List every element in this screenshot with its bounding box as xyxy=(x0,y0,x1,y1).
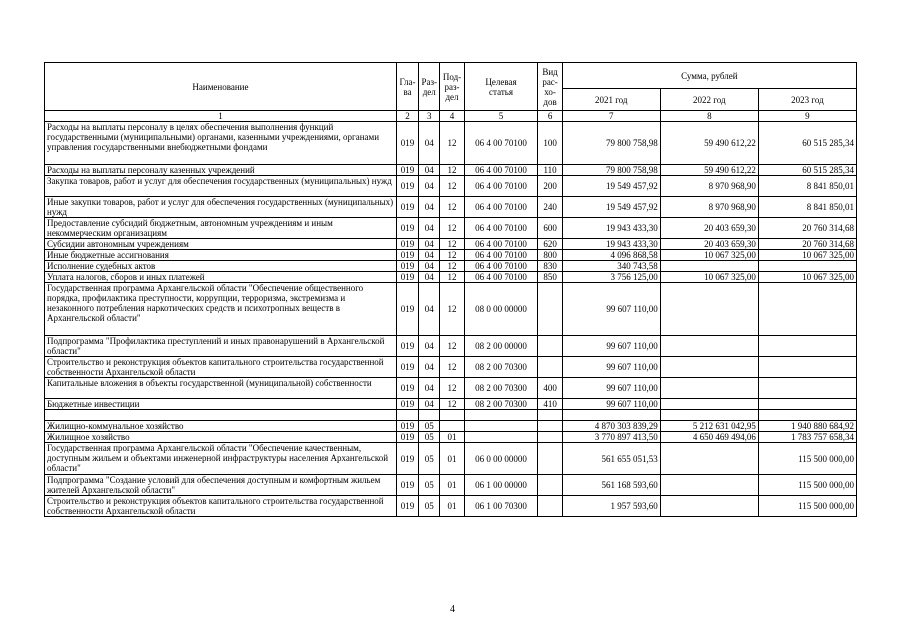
row-razdel: 04 xyxy=(419,272,440,283)
row-target xyxy=(464,421,538,432)
row-sum-2023 xyxy=(758,261,856,272)
row-name: Строительство и реконструкция объектов капитального строительства государственной собственности Архангельской области xyxy=(45,496,397,517)
row-sum-2022: 8 970 968,90 xyxy=(660,176,758,197)
row-sum-2021: 19 943 433,30 xyxy=(562,218,660,239)
row-target: 06 4 00 70100 xyxy=(464,250,538,261)
table-row xyxy=(45,357,857,378)
row-name: Расходы на выплаты персоналу в целях обеспечения выполнения функций государственными (муниципальными) органами, казенными учреждениями, органами управления государственными внебюджетными фондами xyxy=(45,122,397,165)
col-number: 7 xyxy=(562,111,660,122)
row-podrazdel: 12 xyxy=(440,176,464,197)
table-row xyxy=(45,261,857,272)
row-razdel: 04 xyxy=(419,336,440,357)
row-vid xyxy=(538,432,562,443)
row-podrazdel: 01 xyxy=(440,475,464,496)
row-sum-2023: 10 067 325,00 xyxy=(758,272,856,283)
row-razdel: 04 xyxy=(419,250,440,261)
row-glava: 019 xyxy=(396,176,418,197)
row-target: 06 4 00 70100 xyxy=(464,261,538,272)
row-sum-2021: 1 957 593,60 xyxy=(562,496,660,517)
row-razdel: 05 xyxy=(419,421,440,432)
row-sum-2022 xyxy=(660,283,758,336)
row-target: 06 4 00 70100 xyxy=(464,272,538,283)
row-razdel: 05 xyxy=(419,443,440,475)
row-sum-2023: 8 841 850,01 xyxy=(758,176,856,197)
header-glava: Гла- ва xyxy=(396,63,418,111)
row-razdel: 05 xyxy=(419,432,440,443)
row-target: 06 4 00 70100 xyxy=(464,176,538,197)
row-glava: 019 xyxy=(396,261,418,272)
row-target: 06 4 00 70100 xyxy=(464,197,538,218)
row-sum-2023 xyxy=(758,357,856,378)
row-sum-2021: 99 607 110,00 xyxy=(562,378,660,399)
row-podrazdel: 12 xyxy=(440,239,464,250)
row-vid xyxy=(538,421,562,432)
row-podrazdel: 01 xyxy=(440,443,464,475)
row-sum-2022: 10 067 325,00 xyxy=(660,272,758,283)
row-razdel: 04 xyxy=(419,239,440,250)
row-sum-2023: 1 783 757 658,34 xyxy=(758,432,856,443)
row-razdel: 04 xyxy=(419,283,440,336)
row-sum-2022: 5 212 631 042,95 xyxy=(660,421,758,432)
row-sum-2021: 3 756 125,00 xyxy=(562,272,660,283)
row-razdel: 04 xyxy=(419,122,440,165)
row-razdel: 05 xyxy=(419,496,440,517)
row-sum-2021: 99 607 110,00 xyxy=(562,283,660,336)
row-razdel: 04 xyxy=(419,378,440,399)
header-target: Целевая статья xyxy=(464,63,538,111)
row-sum-2022: 59 490 612,22 xyxy=(660,165,758,176)
table-body xyxy=(45,122,857,517)
row-sum-2023 xyxy=(758,399,856,410)
row-sum-2022 xyxy=(660,443,758,475)
row-name: Подпрограмма "Профилактика преступлений и иных правонарушений в Архангельской области" xyxy=(45,336,397,357)
row-name: Жилищно-коммунальное хозяйство xyxy=(45,421,397,432)
row-vid: 830 xyxy=(538,261,562,272)
row-vid: 100 xyxy=(538,122,562,165)
row-glava: 019 xyxy=(396,239,418,250)
row-vid: 850 xyxy=(538,272,562,283)
row-vid: 600 xyxy=(538,218,562,239)
row-glava: 019 xyxy=(396,336,418,357)
header-razdel: Раз- дел xyxy=(419,63,440,111)
row-podrazdel: 12 xyxy=(440,218,464,239)
row-podrazdel: 12 xyxy=(440,122,464,165)
row-sum-2023 xyxy=(758,283,856,336)
row-target: 06 1 00 00000 xyxy=(464,475,538,496)
row-vid xyxy=(538,283,562,336)
row-sum-2021: 3 770 897 413,50 xyxy=(562,432,660,443)
table-row xyxy=(45,272,857,283)
row-podrazdel: 12 xyxy=(440,283,464,336)
table-row xyxy=(45,378,857,399)
row-name: Исполнение судебных актов xyxy=(45,261,397,272)
row-podrazdel: 12 xyxy=(440,250,464,261)
table-row xyxy=(45,218,857,239)
row-vid xyxy=(538,336,562,357)
row-sum-2023 xyxy=(758,336,856,357)
row-sum-2021: 99 607 110,00 xyxy=(562,357,660,378)
row-sum-2021: 19 549 457,92 xyxy=(562,176,660,197)
row-sum-2021: 99 607 110,00 xyxy=(562,399,660,410)
row-sum-2022: 8 970 968,90 xyxy=(660,197,758,218)
row-razdel: 04 xyxy=(419,357,440,378)
row-target: 08 2 00 70300 xyxy=(464,378,538,399)
row-sum-2023: 115 500 000,00 xyxy=(758,496,856,517)
row-sum-2021 xyxy=(562,410,660,421)
row-sum-2022 xyxy=(660,378,758,399)
row-glava: 019 xyxy=(396,475,418,496)
row-glava: 019 xyxy=(396,250,418,261)
row-target: 06 1 00 70300 xyxy=(464,496,538,517)
row-glava: 019 xyxy=(396,272,418,283)
row-name: Строительство и реконструкция объектов капитального строительства государственной собственности Архангельской области xyxy=(45,357,397,378)
row-sum-2023: 60 515 285,34 xyxy=(758,165,856,176)
row-glava: 019 xyxy=(396,357,418,378)
row-razdel xyxy=(419,410,440,421)
row-glava: 019 xyxy=(396,122,418,165)
table-row xyxy=(45,239,857,250)
header-podrazdel: Под- раз- дел xyxy=(440,63,464,111)
row-sum-2021: 19 943 433,30 xyxy=(562,239,660,250)
table-row xyxy=(45,165,857,176)
row-sum-2022 xyxy=(660,410,758,421)
col-number: 1 xyxy=(45,111,397,122)
row-glava: 019 xyxy=(396,165,418,176)
row-sum-2023 xyxy=(758,410,856,421)
header-name: Наименование xyxy=(45,63,397,111)
row-sum-2023: 115 500 000,00 xyxy=(758,443,856,475)
col-number: 2 xyxy=(396,111,418,122)
row-glava xyxy=(396,410,418,421)
row-razdel: 05 xyxy=(419,475,440,496)
budget-table xyxy=(44,62,857,517)
row-razdel: 04 xyxy=(419,165,440,176)
row-name: Государственная программа Архангельской области "Обеспечение общественного порядка, профилактика преступности, коррупции, терроризма, экстремизма и незаконного потребления наркотических средств и психотропных веществ в Архангельской области" xyxy=(45,283,397,336)
row-razdel: 04 xyxy=(419,176,440,197)
row-sum-2021: 4 870 303 839,29 xyxy=(562,421,660,432)
row-podrazdel: 12 xyxy=(440,336,464,357)
row-glava: 019 xyxy=(396,399,418,410)
row-podrazdel: 12 xyxy=(440,357,464,378)
row-glava: 019 xyxy=(396,283,418,336)
col-number: 8 xyxy=(660,111,758,122)
row-vid xyxy=(538,496,562,517)
table-row xyxy=(45,122,857,165)
row-podrazdel: 12 xyxy=(440,261,464,272)
row-glava: 019 xyxy=(396,197,418,218)
row-target: 08 2 00 70300 xyxy=(464,357,538,378)
row-name: Закупка товаров, работ и услуг для обеспечения государственных (муниципальных) нужд xyxy=(45,176,397,197)
header-year-2022: 2022 год xyxy=(660,89,758,111)
row-target xyxy=(464,410,538,421)
row-vid: 400 xyxy=(538,378,562,399)
row-target xyxy=(464,432,538,443)
row-sum-2023: 20 760 314,68 xyxy=(758,218,856,239)
row-sum-2021: 340 743,58 xyxy=(562,261,660,272)
row-name xyxy=(45,410,397,421)
row-glava: 019 xyxy=(396,496,418,517)
row-target: 08 2 00 70300 xyxy=(464,399,538,410)
header-year-2021: 2021 год xyxy=(562,89,660,111)
row-sum-2023 xyxy=(758,378,856,399)
row-target: 06 4 00 70100 xyxy=(464,122,538,165)
row-sum-2023: 8 841 850,01 xyxy=(758,197,856,218)
row-sum-2023: 10 067 325,00 xyxy=(758,250,856,261)
row-podrazdel: 12 xyxy=(440,165,464,176)
row-sum-2022: 10 067 325,00 xyxy=(660,250,758,261)
table-row xyxy=(45,283,857,336)
row-vid xyxy=(538,443,562,475)
row-podrazdel xyxy=(440,410,464,421)
row-sum-2022 xyxy=(660,475,758,496)
row-sum-2022: 20 403 659,30 xyxy=(660,239,758,250)
row-vid: 200 xyxy=(538,176,562,197)
col-number: 9 xyxy=(758,111,856,122)
table-row xyxy=(45,432,857,443)
header-year-2023: 2023 год xyxy=(758,89,856,111)
row-sum-2021: 561 168 593,60 xyxy=(562,475,660,496)
table-row xyxy=(45,475,857,496)
page-number: 4 xyxy=(450,604,455,615)
row-sum-2021: 79 800 758,98 xyxy=(562,165,660,176)
row-target: 08 2 00 00000 xyxy=(464,336,538,357)
row-sum-2021: 4 096 868,58 xyxy=(562,250,660,261)
row-sum-2021: 79 800 758,98 xyxy=(562,122,660,165)
row-sum-2023: 60 515 285,34 xyxy=(758,122,856,165)
col-number: 6 xyxy=(538,111,562,122)
row-podrazdel: 01 xyxy=(440,432,464,443)
row-name: Подпрограмма "Создание условий для обеспечения доступным и комфортным жильем жителей Архангельской области" xyxy=(45,475,397,496)
row-vid: 110 xyxy=(538,165,562,176)
row-target: 06 0 00 00000 xyxy=(464,443,538,475)
row-sum-2022: 59 490 612,22 xyxy=(660,122,758,165)
row-glava: 019 xyxy=(396,218,418,239)
row-sum-2022 xyxy=(660,261,758,272)
row-name: Иные бюджетные ассигнования xyxy=(45,250,397,261)
row-sum-2021: 19 549 457,92 xyxy=(562,197,660,218)
col-number: 5 xyxy=(464,111,538,122)
row-name: Предоставление субсидий бюджетным, автономным учреждениям и иным некоммерческим организациям xyxy=(45,218,397,239)
row-podrazdel: 12 xyxy=(440,197,464,218)
table-row xyxy=(45,197,857,218)
row-sum-2021: 561 655 051,53 xyxy=(562,443,660,475)
row-razdel: 04 xyxy=(419,197,440,218)
row-vid: 800 xyxy=(538,250,562,261)
col-number: 3 xyxy=(419,111,440,122)
column-number-row xyxy=(45,111,857,122)
row-sum-2022 xyxy=(660,399,758,410)
row-name: Иные закупки товаров, работ и услуг для обеспечения государственных (муниципальных) нужд xyxy=(45,197,397,218)
row-name: Субсидии автономным учреждениям xyxy=(45,239,397,250)
table-row xyxy=(45,410,857,421)
row-vid: 410 xyxy=(538,399,562,410)
row-sum-2022 xyxy=(660,357,758,378)
header-sum: Сумма, рублей xyxy=(562,63,856,89)
row-sum-2023: 115 500 000,00 xyxy=(758,475,856,496)
row-sum-2022: 4 650 469 494,06 xyxy=(660,432,758,443)
row-podrazdel: 12 xyxy=(440,378,464,399)
row-target: 06 4 00 70100 xyxy=(464,239,538,250)
row-sum-2022 xyxy=(660,496,758,517)
row-glava: 019 xyxy=(396,443,418,475)
table-row xyxy=(45,421,857,432)
row-podrazdel: 12 xyxy=(440,272,464,283)
row-razdel: 04 xyxy=(419,218,440,239)
row-sum-2023: 1 940 880 684,92 xyxy=(758,421,856,432)
row-sum-2021: 99 607 110,00 xyxy=(562,336,660,357)
row-sum-2022: 20 403 659,30 xyxy=(660,218,758,239)
row-razdel: 04 xyxy=(419,261,440,272)
row-name: Расходы на выплаты персоналу казенных учреждений xyxy=(45,165,397,176)
table-row xyxy=(45,443,857,475)
row-name: Бюджетные инвестиции xyxy=(45,399,397,410)
row-sum-2022 xyxy=(660,336,758,357)
table-row xyxy=(45,399,857,410)
row-name: Жилищное хозяйство xyxy=(45,432,397,443)
table-row xyxy=(45,250,857,261)
row-podrazdel xyxy=(440,421,464,432)
row-podrazdel: 01 xyxy=(440,496,464,517)
table-header xyxy=(45,63,857,122)
header-vid: Вид рас- хо- дов xyxy=(538,63,562,111)
row-sum-2023: 20 760 314,68 xyxy=(758,239,856,250)
col-number: 4 xyxy=(440,111,464,122)
row-target: 06 4 00 70100 xyxy=(464,218,538,239)
row-podrazdel: 12 xyxy=(440,399,464,410)
row-target: 06 4 00 70100 xyxy=(464,165,538,176)
row-target: 08 0 00 00000 xyxy=(464,283,538,336)
row-vid xyxy=(538,475,562,496)
row-vid: 620 xyxy=(538,239,562,250)
row-name: Уплата налогов, сборов и иных платежей xyxy=(45,272,397,283)
table-row xyxy=(45,336,857,357)
row-vid xyxy=(538,410,562,421)
table-row xyxy=(45,496,857,517)
row-name: Государственная программа Архангельской области "Обеспечение качественным, доступным жильем и объектами инженерной инфраструктуры населения Архангельской области" xyxy=(45,443,397,475)
row-glava: 019 xyxy=(396,421,418,432)
row-name: Капитальные вложения в объекты государственной (муниципальной) собственности xyxy=(45,378,397,399)
row-glava: 019 xyxy=(396,432,418,443)
row-vid: 240 xyxy=(538,197,562,218)
table-row xyxy=(45,176,857,197)
row-razdel: 04 xyxy=(419,399,440,410)
row-glava: 019 xyxy=(396,378,418,399)
row-vid xyxy=(538,357,562,378)
